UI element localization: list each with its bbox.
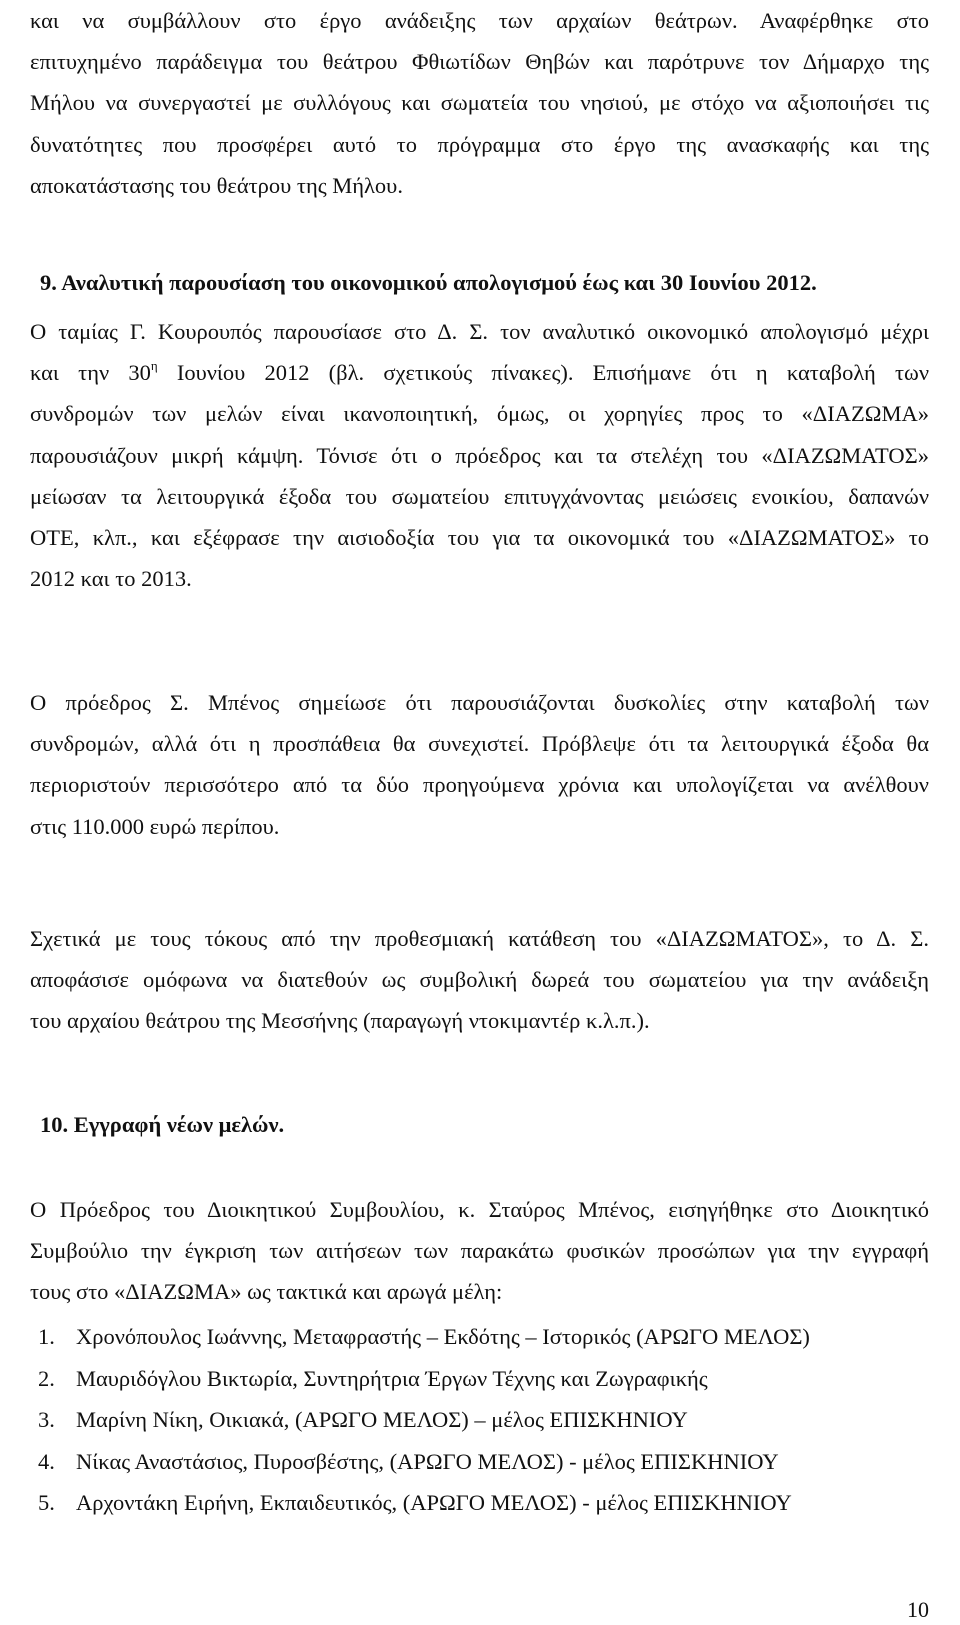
intro-paragraph: [30, 0, 929, 206]
section-9-paragraph: [30, 311, 929, 599]
list-text: Χρονόπουλος Ιωάννης, Μεταφραστής – Εκδότης – Ιστορικός (ΑΡΩΓΟ ΜΕΛΟΣ): [76, 1324, 810, 1349]
section-10-paragraph: [30, 1189, 929, 1313]
text-fragment: και την 30: [30, 360, 151, 386]
text-line: τους στο «ΔΙΑΖΩΜΑ» ως τακτικά και αρωγά μέλη:: [30, 1279, 503, 1305]
president-note-paragraph: [30, 682, 929, 847]
text-line: αποφάσισε ομόφωνα να διατεθούν ως συμβολική δωρεά του σωματείου για την ανάδειξη: [30, 967, 929, 993]
list-text: Μαρίνη Νίκη, Οικιακά, (ΑΡΩΓΟ ΜΕΛΟΣ) – μέλος ΕΠΙΣΚΗΝΙΟΥ: [76, 1407, 688, 1432]
text-line: του αρχαίου θεάτρου της Μεσσήνης (παραγωγή ντοκιμαντέρ κ.λ.π.).: [30, 1008, 650, 1034]
text-line: Ο ταμίας Γ. Κουρουπός παρουσίασε στο Δ. Σ. τον αναλυτικό οικονομικό απολογισμό μέχρι: [30, 319, 929, 344]
interest-note-paragraph: [30, 918, 929, 1042]
text-line: Σχετικά με τους τόκους από την προθεσμιακή κατάθεση του «ΔΙΑΖΩΜΑΤΟΣ», το Δ. Σ.: [30, 926, 929, 951]
text-line: συνδρομών των μελών είναι ικανοποιητική, όμως, οι χορηγίες προς το «ΔΙΑΖΩΜΑ»: [30, 401, 929, 427]
text-line: μείωσαν τα λειτουργικά έξοδα του σωματείου επιτυγχάνοντας μειώσεις ενοικίου, δαπανών: [30, 483, 929, 509]
text-line: [30, 352, 929, 393]
text-line: ΟΤΕ, κλπ., και εξέφρασε την αισιοδοξία του για τα οικονομικά του «ΔΙΑΖΩΜΑΤΟΣ» το: [30, 525, 929, 551]
text-line: 2012 και το 2013.: [30, 566, 192, 592]
text-line: Ο Πρόεδρος του Διοικητικού Συμβουλίου, κ. Σταύρος Μπένος, εισηγήθηκε στο Διοικητικό: [30, 1197, 929, 1222]
list-number: 1.: [38, 1324, 55, 1349]
list-text: Νίκας Αναστάσιος, Πυροσβέστης, (ΑΡΩΓΟ ΜΕΛΟΣ) - μέλος ΕΠΙΣΚΗΝΙΟΥ: [76, 1449, 779, 1474]
list-number: 2.: [38, 1366, 55, 1391]
list-item: [38, 1364, 708, 1394]
superscript: η: [150, 357, 158, 373]
text-line: παρουσιάζουν μικρή κάμψη. Τόνισε ότι ο πρόεδρος και τα στελέχη του «ΔΙΑΖΩΜΑΤΟΣ»: [30, 442, 929, 468]
text-line: δυνατότητες που προσφέρει αυτό το πρόγραμμα στο έργο της ανασκαφής και της: [30, 131, 929, 157]
list-item: [38, 1488, 792, 1518]
text-line: στις 110.000 ευρώ περίπου.: [30, 813, 280, 839]
text-line: και να συμβάλλουν στο έργο ανάδειξης των αρχαίων θεάτρων. Αναφέρθηκε στο: [30, 8, 929, 33]
text-line: συνδρομών, αλλά ότι η προσπάθεια θα συνεχιστεί. Πρόβλεψε ότι τα λειτουργικά έξοδα θα: [30, 731, 929, 757]
text-line: Ο πρόεδρος Σ. Μπένος σημείωσε ότι παρουσιάζονται δυσκολίες στην καταβολή των: [30, 690, 929, 715]
text-line: Συμβούλιο την έγκριση των αιτήσεων των παρακάτω φυσικών προσώπων για την εγγραφή: [30, 1238, 929, 1264]
list-number: 5.: [38, 1490, 55, 1515]
list-item: [38, 1447, 779, 1477]
text-line: Μήλου να συνεργαστεί με συλλόγους και σωματεία του νησιού, με στόχο να αξιοποιήσει τις: [30, 90, 929, 116]
section-9-heading: 9. Αναλυτική παρουσίαση του οικονομικού απολογισμού έως και 30 Ιουνίου 2012.: [40, 270, 817, 295]
page-number: 10: [907, 1597, 929, 1622]
list-item: [38, 1322, 810, 1352]
list-text: Αρχοντάκη Ειρήνη, Εκπαιδευτικός, (ΑΡΩΓΟ ΜΕΛΟΣ) - μέλος ΕΠΙΣΚΗΝΙΟΥ: [76, 1490, 792, 1515]
list-number: 3.: [38, 1407, 55, 1432]
text-line: επιτυχημένο παράδειγμα του θεάτρου Φθιωτίδων Θηβών και παρότρυνε τον Δήμαρχο της: [30, 49, 929, 75]
text-fragment: Ιουνίου 2012 (βλ. σχετικούς πίνακες). Επισήμανε ότι η καταβολή των: [157, 360, 929, 386]
text-line: αποκατάστασης του θεάτρου της Μήλου.: [30, 172, 403, 198]
list-text: Μαυριδόγλου Βικτωρία, Συντηρήτρια Έργων Τέχνης και Ζωγραφικής: [76, 1366, 708, 1391]
text-line: περιοριστούν περισσότερο από τα δύο προηγούμενα χρόνια και υπολογίζεται να ανέλθουν: [30, 772, 929, 798]
list-number: 4.: [38, 1449, 55, 1474]
list-item: [38, 1405, 688, 1435]
section-10-heading: 10. Εγγραφή νέων μελών.: [40, 1112, 285, 1137]
